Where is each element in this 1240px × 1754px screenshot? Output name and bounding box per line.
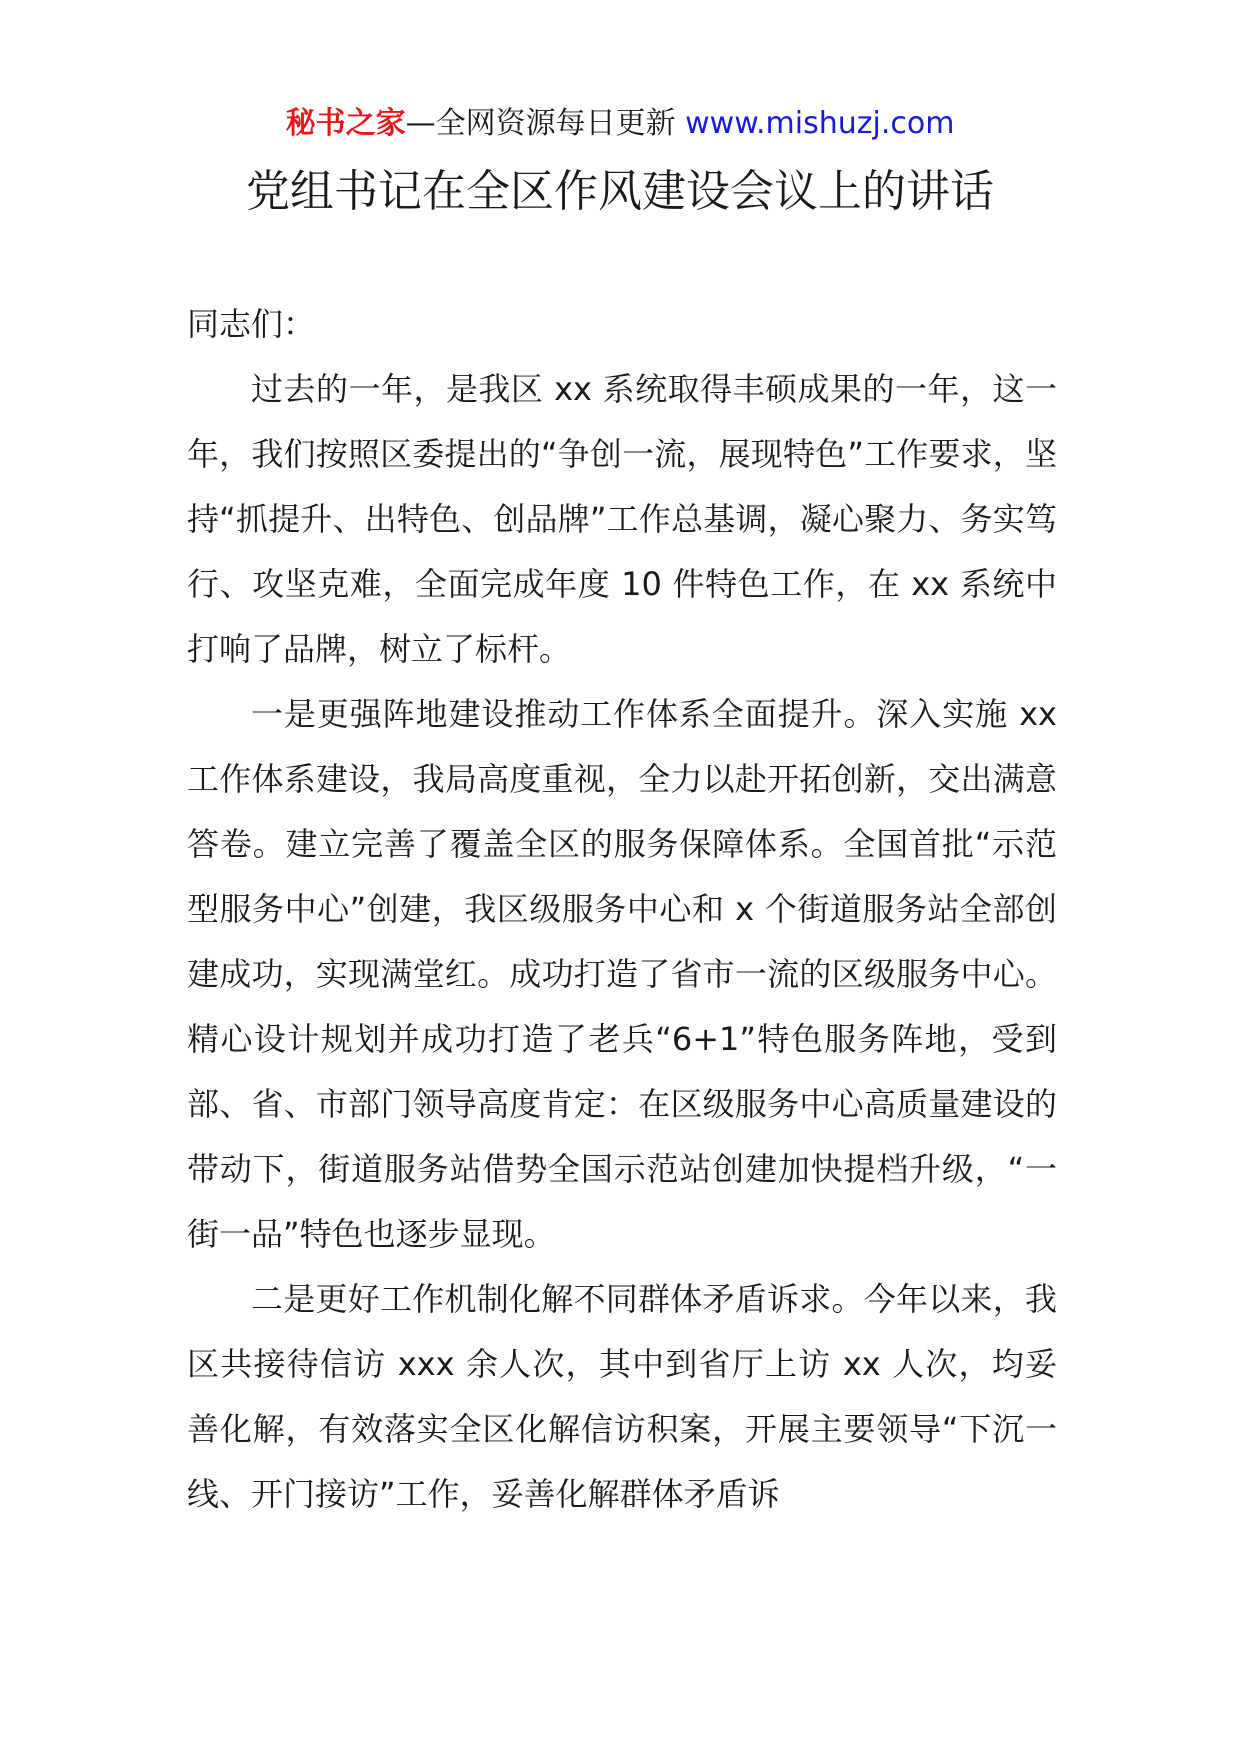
paragraph-point-two: 二是更好工作机制化解不同群体矛盾诉求。今年以来，我区共接待信访 xxx 余人次，其中到省厅上访 xx 人次，均妥善化解，有效落实全区化解信访积案，开展主要领导“下沉一线、开门接访”工作，妥善化解群体矛盾诉 [187,1280,1057,1513]
salutation: 同志们： [187,305,316,343]
header-tagline: —全网资源每日更新 [405,106,686,141]
document-body [187,292,1057,1527]
paragraph-point-one: 一是更强阵地建设推动工作体系全面提升。深入实施 xx 工作体系建设，我局高度重视，全力以赴开拓创新，交出满意答卷。建立完善了覆盖全区的服务保障体系。全国首批“示范型服务中心”创建，我区级服务中心和 x 个街道服务站全部创建成功，实现满堂红。成功打造了省市一流的区级服务中心。精心设计规划并成功打造了老兵“6+1”特色服务阵地，受到部、省、市部门领导高度肯定：在区级服务中心高质量建设的带动下，街道服务站借势全国示范站创建加快提档升级，“一街一品”特色也逐步显现。 [187,695,1057,1253]
site-url-link[interactable]: www.mishuzj.com [685,106,955,141]
site-header [0,104,1240,144]
document-title: 党组书记在全区作风建设会议上的讲话 [246,166,994,217]
paragraph-intro: 过去的一年，是我区 xx 系统取得丰硕成果的一年，这一年，我们按照区委提出的“争创一流，展现特色”工作要求，坚持“抓提升、出特色、创品牌”工作总基调，凝心聚力、务实笃行、攻坚克难，全面完成年度 10 件特色工作，在 xx 系统中打响了品牌，树立了标杆。 [187,370,1057,668]
brand-name: 秘书之家 [285,106,406,141]
